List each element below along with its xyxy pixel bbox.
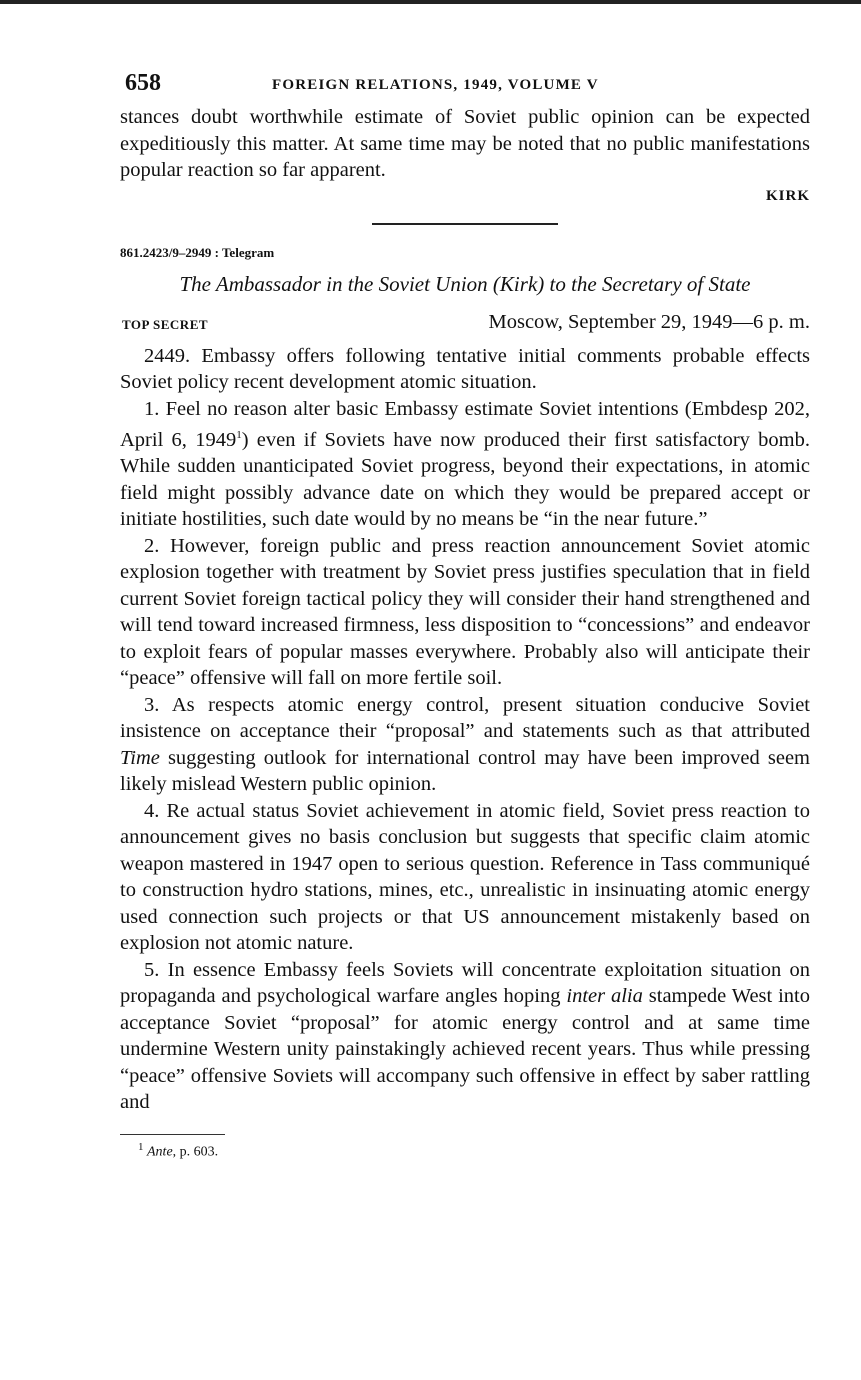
footnote-italic: Ante bbox=[147, 1144, 173, 1160]
paragraph-5-italic: inter alia bbox=[566, 985, 643, 1008]
classification-line bbox=[120, 311, 810, 343]
paragraph-3-italic: Time bbox=[120, 746, 160, 769]
footnote-reference: 1 bbox=[236, 429, 242, 441]
signature-text: KIRK bbox=[765, 187, 810, 204]
continuation-paragraph: stances doubt worthwhile estimate of Soviet public opinion can be expected expeditiously this matter. At same time may be noted that no public manifestations popular reaction so far apparent. bbox=[120, 106, 810, 181]
section-divider bbox=[372, 223, 558, 225]
paragraph-5 bbox=[120, 957, 810, 1116]
paragraph-1-text-b: ) even if Soviets have now produced their first satisfactory bomb. While sudden unanticipated Soviet progress, beyond their expectations, in atomic field might possibly advance date on which they would be prepared accept or initiate hostilities, such date would by no means be “in the near future.” bbox=[120, 428, 811, 531]
running-title: FOREIGN RELATIONS, 1949, VOLUME V bbox=[272, 77, 599, 93]
paragraph-intro: 2449. Embassy offers following tentative initial comments probable effects Soviet policy recent development atomic situation. bbox=[120, 344, 810, 393]
footnote-divider bbox=[120, 1134, 225, 1135]
page-number: 658 bbox=[125, 70, 161, 96]
paragraph-1 bbox=[120, 396, 810, 533]
document-heading: The Ambassador in the Soviet Union (Kirk) to the Secretary of State bbox=[179, 271, 751, 296]
paragraph-4: 4. Re actual status Soviet achievement in atomic field, Soviet press reaction to announcement gives no basis conclusion but suggests that specific claim atomic weapon mastered in 1947 open to serious question. Reference in Tass communiqué to construction hydro stations, mines, etc., unrealistic in insinuating atomic energy used connection such projects or that US announcement mistakenly based on explosion not atomic nature. bbox=[120, 799, 810, 955]
paragraph-3 bbox=[120, 692, 810, 798]
footnote-marker: 1 bbox=[138, 1140, 144, 1153]
running-header bbox=[120, 70, 810, 104]
footnote-text: , p. 603. bbox=[172, 1144, 219, 1160]
paragraph-3-text-a: 3. As respects atomic energy control, present situation conducive Soviet insistence on acceptance their “proposal” and statements such as that attributed bbox=[120, 693, 810, 743]
paragraph-1-text-a: 1. Feel no reason alter basic Embassy estimate Soviet intentions (Embdesp 202, April 6, 1949 bbox=[120, 397, 810, 451]
footnote bbox=[138, 1141, 810, 1161]
paragraph-5-text-a: 5. In essence Embassy feels Soviets will concentrate exploitation situation on propaganda and psychological warfare angles hoping bbox=[120, 958, 810, 1008]
page-top-edge bbox=[0, 0, 861, 4]
paragraph-2: 2. However, foreign public and press reaction announcement Soviet atomic explosion together with treatment by Soviet press justifies speculation that in field current Soviet foreign tactical policy they will consider their hand strengthened and will tend toward increased firmness, less disposition to “concessions” and endeavor to exploit fears of popular masses everywhere. Probably also will anticipate their “peace” offensive will fall on more fertile soil. bbox=[120, 534, 810, 690]
paragraph-3-text-b: suggesting outlook for international control may have been improved seem likely mislead Western public opinion. bbox=[120, 746, 810, 796]
paragraph-5-text-b: stampede West into acceptance Soviet “proposal” for atomic energy control and at same time undermine Western unity painstakingly achieved recent years. Thus while pressing “peace” offensive Soviets will accompany such offensive in effect by saber rattling and bbox=[120, 985, 811, 1114]
classification-label: TOP SECRET bbox=[122, 316, 209, 332]
file-reference: 861.2423/9–2949 : Telegram bbox=[120, 244, 275, 260]
document-page bbox=[120, 70, 810, 1160]
signature bbox=[120, 188, 810, 205]
dateline: Moscow, September 29, 1949—6 p. m. bbox=[488, 310, 810, 333]
